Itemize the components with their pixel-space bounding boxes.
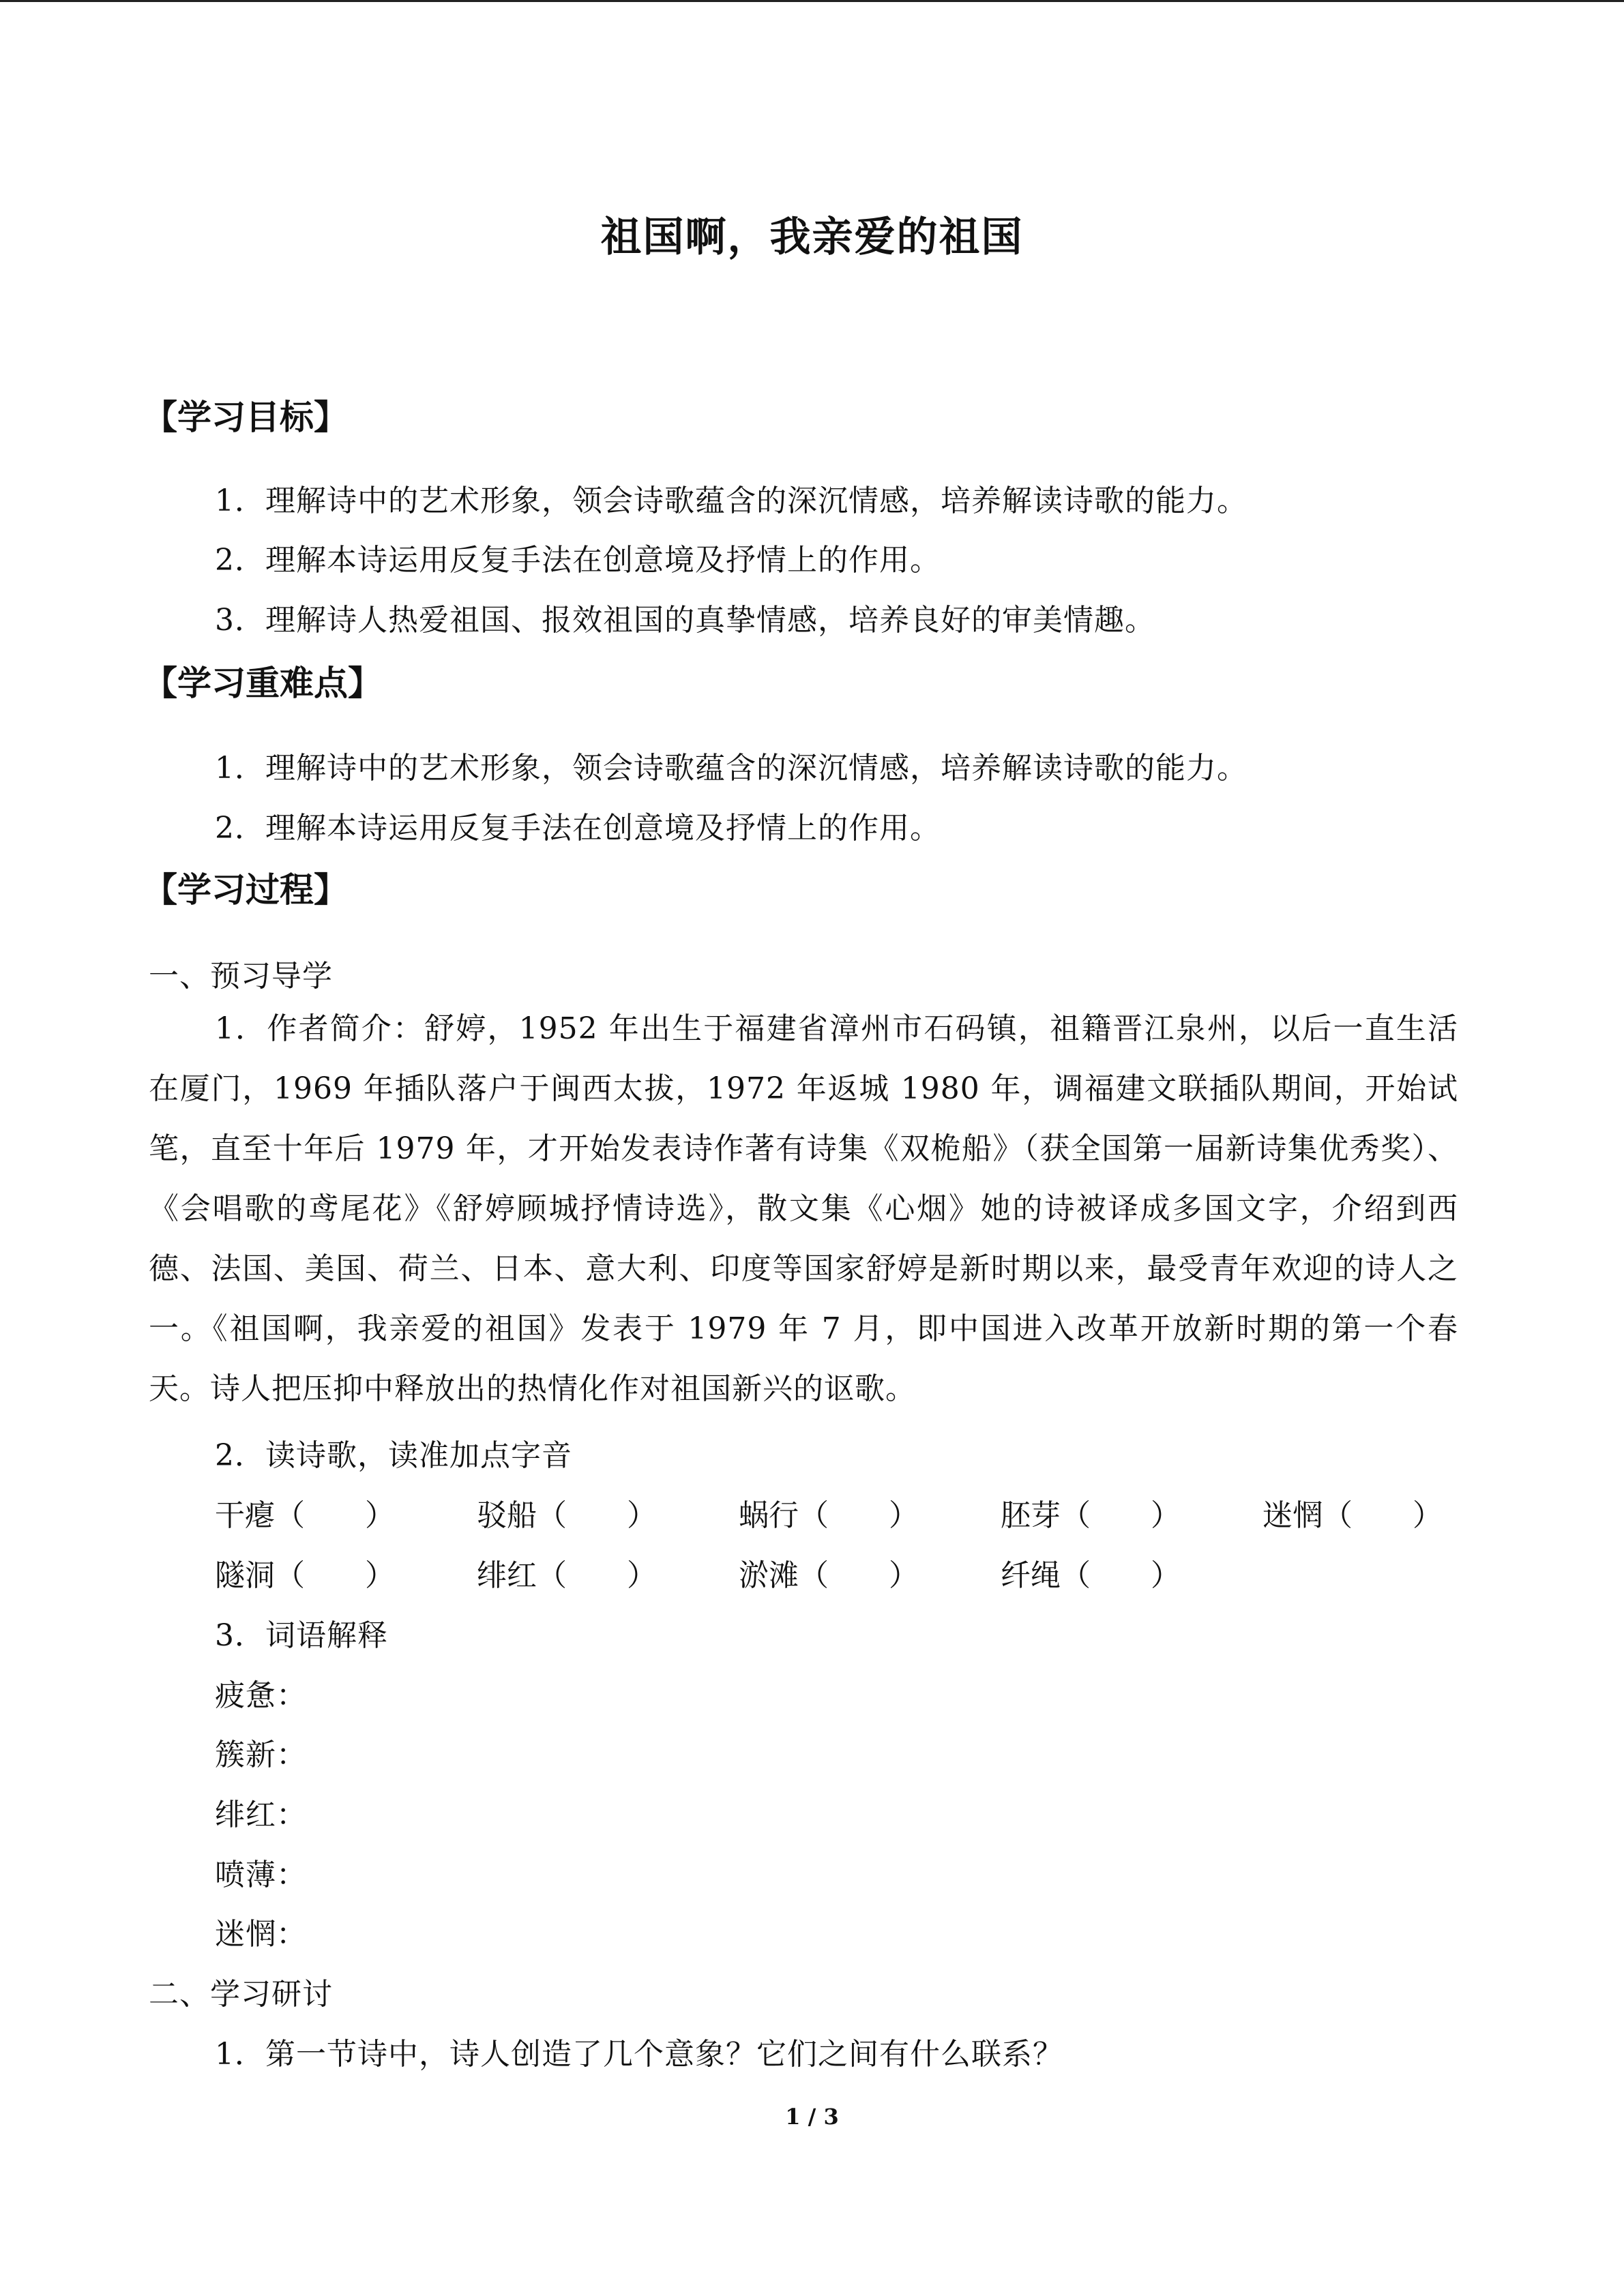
vocab-title: 3．词语解释	[215, 1618, 388, 1653]
vocab-item: 绯红：	[215, 1798, 307, 1832]
pronunciation-row-2	[215, 1551, 1463, 1594]
question-1: 1．第一节诗中，诗人创造了几个意象？它们之间有什么联系？	[215, 2037, 1063, 2072]
read-title: 2．读诗歌，读准加点字音	[215, 1438, 572, 1473]
heading-difficulties: 【学习重难点】	[143, 664, 382, 703]
pron-item: 绯红（ ）	[477, 1558, 657, 1593]
goal-item-3: 3．理解诗人热爱祖国、报效祖国的真挚情感，培养良好的审美情趣。	[215, 603, 1155, 638]
pron-item: 迷惘（ ）	[1263, 1498, 1443, 1533]
pron-item: 淤滩（ ）	[739, 1558, 919, 1593]
page-number: 1 / 3	[785, 2104, 839, 2130]
vocab-item: 迷惘：	[215, 1917, 307, 1952]
goal-item-1: 1．理解诗中的艺术形象，领会诗歌蕴含的深沉情感，培养解读诗歌的能力。	[215, 483, 1247, 518]
pron-item: 蜗行（ ）	[739, 1498, 919, 1533]
heading-process: 【学习过程】	[143, 870, 348, 910]
goal-item-2: 2．理解本诗运用反复手法在创意境及抒情上的作用。	[215, 543, 941, 578]
part1-title: 一、预习导学	[149, 959, 333, 994]
vocab-item: 簇新：	[215, 1738, 307, 1772]
pron-item: 驳船（ ）	[477, 1498, 657, 1533]
pron-item: 纤绳（ ）	[1001, 1558, 1181, 1593]
vocab-item: 疲惫：	[215, 1678, 307, 1713]
difficulty-item-1: 1．理解诗中的艺术形象，领会诗歌蕴含的深沉情感，培养解读诗歌的能力。	[215, 751, 1247, 786]
pron-item: 胚芽（ ）	[1001, 1498, 1181, 1533]
pronunciation-row-1	[215, 1491, 1463, 1534]
pron-item: 隧洞（ ）	[215, 1558, 395, 1593]
heading-goals: 【学习目标】	[143, 398, 348, 437]
part2-title: 二、学习研讨	[149, 1977, 333, 2012]
page-title: 祖国啊，我亲爱的祖国	[600, 213, 1024, 261]
author-intro-paragraph: 1．作者简介：舒婷，1952 年出生于福建省漳州市石码镇，祖籍晋江泉州，以后一直生活在厦门，1969 年插队落户于闽西太拔，1972 年返城 1980 年，调福建文联插队期间，开始试笔，直至十年后 1979 年，才开始发表诗作著有诗集《双桅船》（获全国第一届新诗集优秀奖）、《会唱歌的鸢尾花》《舒婷顾城抒情诗选》，散文集《心烟》她的诗被译成多国文字，介绍到西德、法国、美国、荷兰、日本、意大利、印度等国家舒婷是新时期以来，最受青年欢迎的诗人之一。《祖国啊，我亲爱的祖国》发表于 1979 年 7 月，即中国进入改革开放新时期的第一个春天。诗人把压抑中释放出的热情化作对祖国新兴的讴歌。	[149, 1011, 1458, 1406]
top-border	[0, 0, 1624, 2]
difficulty-item-2: 2．理解本诗运用反复手法在创意境及抒情上的作用。	[215, 811, 941, 846]
vocab-item: 喷薄：	[215, 1858, 307, 1892]
pron-item: 干瘪（ ）	[215, 1498, 395, 1533]
